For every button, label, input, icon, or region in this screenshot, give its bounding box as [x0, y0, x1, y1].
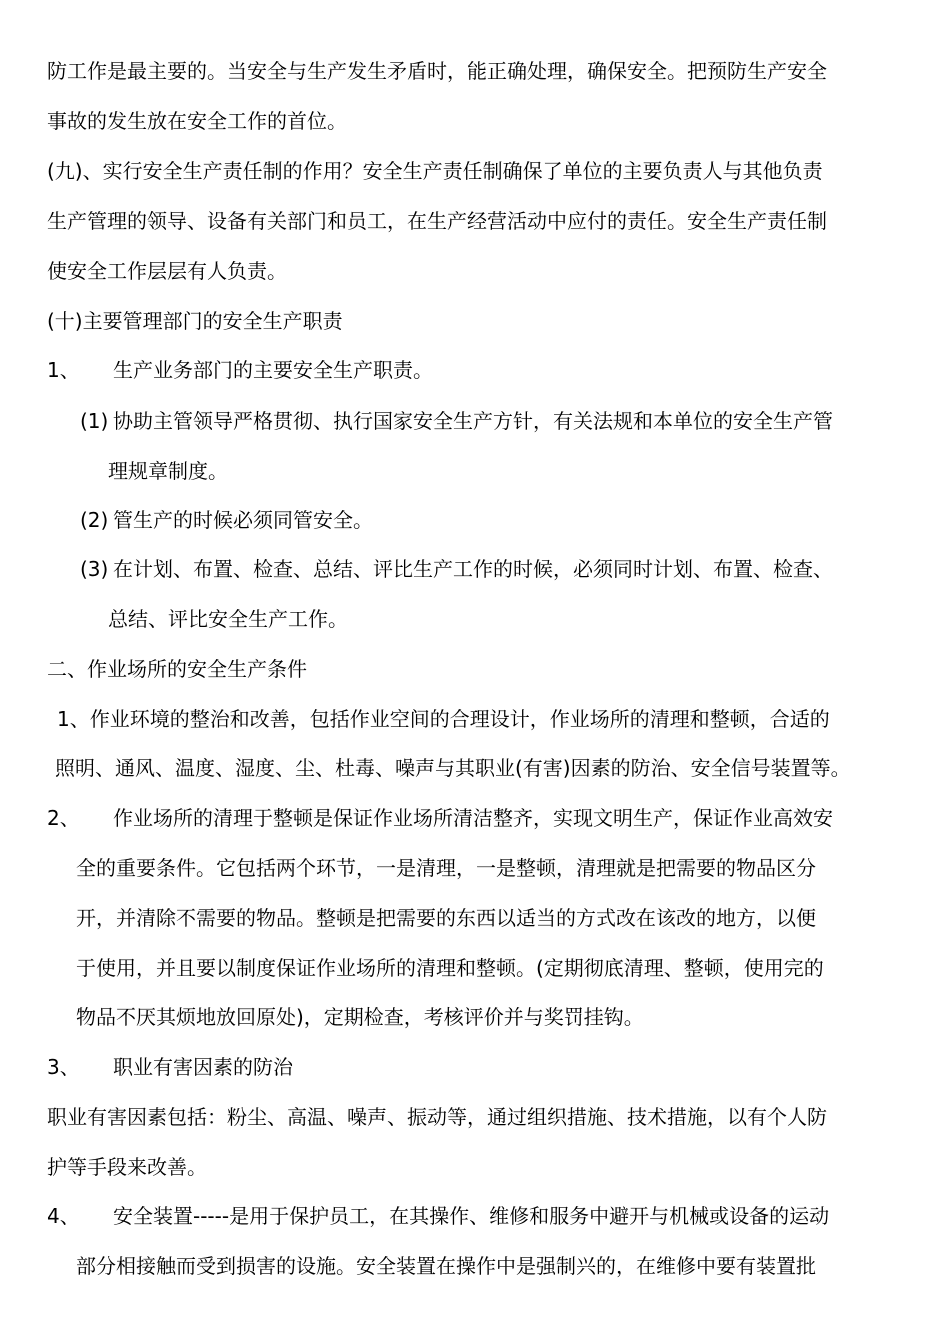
list-item-number: 3、: [47, 1055, 80, 1079]
sub-item-text: 协助主管领导严格贯彻、执行国家安全生产方针，有关法规和本单位的安全生产管: [113, 409, 833, 433]
list-item-text: 照明、通风、温度、湿度、尘、杜毒、噪声与其职业(有害)因素的防治、安全信号装置等。: [55, 756, 851, 780]
list-item-text: 安全装置-----是用于保护员工，在其操作、维修和服务中避开与机械或设备的运动: [113, 1204, 830, 1228]
list-item-text: 于使用，并且要以制度保证作业场所的清理和整顿。(定期彻底清理、整顿，使用完的: [76, 956, 824, 980]
sub-item-number: (1): [80, 409, 109, 433]
paragraph-line: 护等手段来改善。: [47, 1155, 207, 1179]
sub-item-text: 总结、评比安全生产工作。: [108, 607, 348, 631]
paragraph-line: 使安全工作层层有人负责。: [47, 259, 287, 283]
paragraph-line: 生产管理的领导、设备有关部门和员工，在生产经营活动中应付的责任。安全生产责任制: [47, 209, 827, 233]
paragraph-line: 防工作是最主要的。当安全与生产发生矛盾时，能正确处理，确保安全。把预防生产安全: [47, 59, 827, 83]
list-item-number: 1、: [47, 358, 80, 382]
list-item-text: 1、作业环境的整治和改善，包括作业空间的合理设计，作业场所的清理和整顿，合适的: [57, 707, 830, 731]
sub-item-number: (2): [80, 508, 109, 532]
list-item-number: 4、: [47, 1204, 80, 1228]
sub-item-text: 在计划、布置、检查、总结、评比生产工作的时候，必须同时计划、布置、检查、: [113, 557, 833, 581]
list-item-text: 部分相接触而受到损害的设施。安全装置在操作中是强制兴的，在维修中要有装置批: [76, 1254, 816, 1278]
list-item-text: 物品不厌其烦地放回原处)，定期检查，考核评价并与奖罚挂钩。: [76, 1005, 644, 1029]
list-item-text: 作业场所的清理于整顿是保证作业场所清洁整齐，实现文明生产，保证作业高效安: [113, 806, 833, 830]
section-heading: 二、作业场所的安全生产条件: [47, 657, 307, 681]
sub-item-text: 理规章制度。: [108, 459, 228, 483]
paragraph-line: 职业有害因素包括：粉尘、高温、噪声、振动等，通过组织措施、技术措施，以有个人防: [47, 1105, 827, 1129]
list-item-text: 开，并清除不需要的物品。整顿是把需要的东西以适当的方式改在该改的地方，以便: [76, 906, 816, 930]
list-item-number: 2、: [47, 806, 80, 830]
list-item-text: 生产业务部门的主要安全生产职责。: [113, 358, 433, 382]
list-item-text: 职业有害因素的防治: [113, 1055, 293, 1079]
sub-item-number: (3): [80, 557, 109, 581]
paragraph-line: 事故的发生放在安全工作的首位。: [47, 109, 347, 133]
section-heading: (十)主要管理部门的安全生产职责: [47, 309, 343, 333]
list-item-text: 全的重要条件。它包括两个环节，一是清理，一是整顿，清理就是把需要的物品区分: [76, 856, 816, 880]
paragraph-line: (九)、实行安全生产责任制的作用？安全生产责任制确保了单位的主要负责人与其他负责: [47, 159, 823, 183]
sub-item-text: 管生产的时候必须同管安全。: [113, 508, 373, 532]
